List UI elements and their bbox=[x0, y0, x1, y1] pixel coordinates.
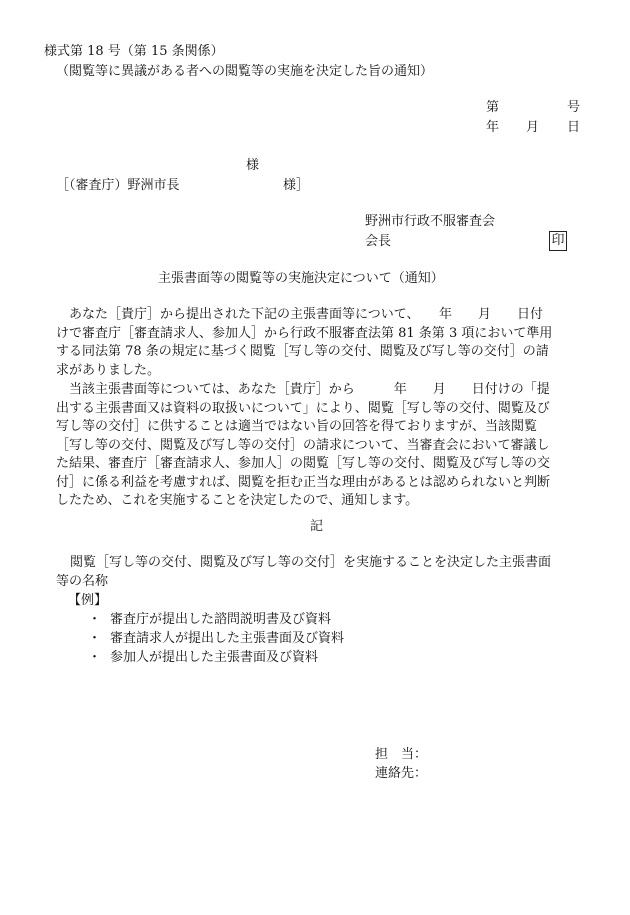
doc-number-go: 号 bbox=[567, 100, 581, 115]
para1-line-2: けで審査庁［審査請求人、参加人］から行政不服審査法第 81 条第 3 項において準用 bbox=[56, 325, 553, 341]
list-item-text: 審査庁が提出した諮問説明書及び資料 bbox=[110, 612, 332, 627]
recipient-alt-suffix: 様］ bbox=[283, 178, 310, 193]
form-number: 様式第 18 号（第 15 条関係） bbox=[44, 44, 224, 59]
date-month: 月 bbox=[526, 120, 540, 135]
bullet-mark: ・ bbox=[88, 650, 102, 665]
list-item bbox=[88, 611, 331, 629]
seal-mark: 印 bbox=[549, 231, 567, 251]
contact-renraku: 連絡先： bbox=[375, 766, 428, 781]
ki-heading: 記 bbox=[310, 519, 324, 534]
bullet-mark: ・ bbox=[88, 631, 102, 646]
para1-line-1: あなた［貴庁］から提出された下記の主張書面等について、 年 月 日付 bbox=[69, 307, 543, 322]
para2-line-3: 写し等の交付］に供することは適当ではない旨の回答を得ておりますが、当該閲覧 bbox=[56, 419, 538, 434]
list-item bbox=[88, 649, 318, 667]
document-title: 主張書面等の閲覧等の実施決定について（通知） bbox=[158, 271, 444, 286]
recipient-alt-prefix: ［（審査庁）野洲市長 bbox=[56, 178, 180, 193]
form-subtitle: （閲覧等に異議がある者への閲覧等の実施を決定した旨の通知） bbox=[56, 64, 434, 79]
item-line-1: 閲覧［写し等の交付、閲覧及び写し等の交付］を実施することを決定した主張書面 bbox=[70, 555, 552, 570]
sender-title: 会長 bbox=[365, 234, 392, 249]
para2-line-1: 当該主張書面等については、あなた［貴庁］から 年 月 日付けの「提 bbox=[69, 382, 550, 397]
date-day: 日 bbox=[567, 120, 581, 135]
example-label: 【例】 bbox=[68, 593, 108, 608]
list-item bbox=[88, 630, 344, 648]
doc-number-dai: 第 bbox=[486, 100, 500, 115]
bullet-mark: ・ bbox=[88, 612, 102, 627]
para2-line-7: したため、これを実施することを決定したので、通知します。 bbox=[56, 493, 419, 508]
para2-line-6: 付］に係る利益を考慮すれば、閲覧を拒む正当な理由があるとは認められないと判断 bbox=[56, 474, 551, 490]
body-paragraph-2 bbox=[56, 381, 578, 511]
para1-line-3: する同法第 78 条の規定に基づく閲覧［写し等の交付、閲覧及び写し等の交付］の請 bbox=[56, 344, 549, 359]
date-year: 年 bbox=[486, 120, 500, 135]
item-line-2: 等の名称 bbox=[56, 574, 109, 589]
para2-line-5: た結果、審査庁［審査請求人、参加人］の閲覧［写し等の交付、閲覧及び写し等の交 bbox=[56, 456, 551, 471]
list-item-text: 参加人が提出した主張書面及び資料 bbox=[110, 650, 319, 665]
sender-org: 野洲市行政不服審査会 bbox=[365, 214, 496, 229]
para2-line-4: ［写し等の交付、閲覧及び写し等の交付］の請求について、当審査会において審議し bbox=[56, 437, 550, 453]
list-item-text: 審査請求人が提出した主張書面及び資料 bbox=[110, 631, 345, 646]
para1-line-4: 求がありました。 bbox=[56, 362, 161, 378]
para2-line-2: 出する主張書面又は資料の取扱いについて」により、閲覧［写し等の交付、閲覧及び bbox=[56, 400, 550, 416]
seal-box bbox=[549, 231, 567, 251]
recipient-sama: 様 bbox=[246, 158, 260, 173]
contact-tanto: 担 当： bbox=[375, 747, 428, 762]
body-paragraph-1 bbox=[56, 306, 578, 380]
